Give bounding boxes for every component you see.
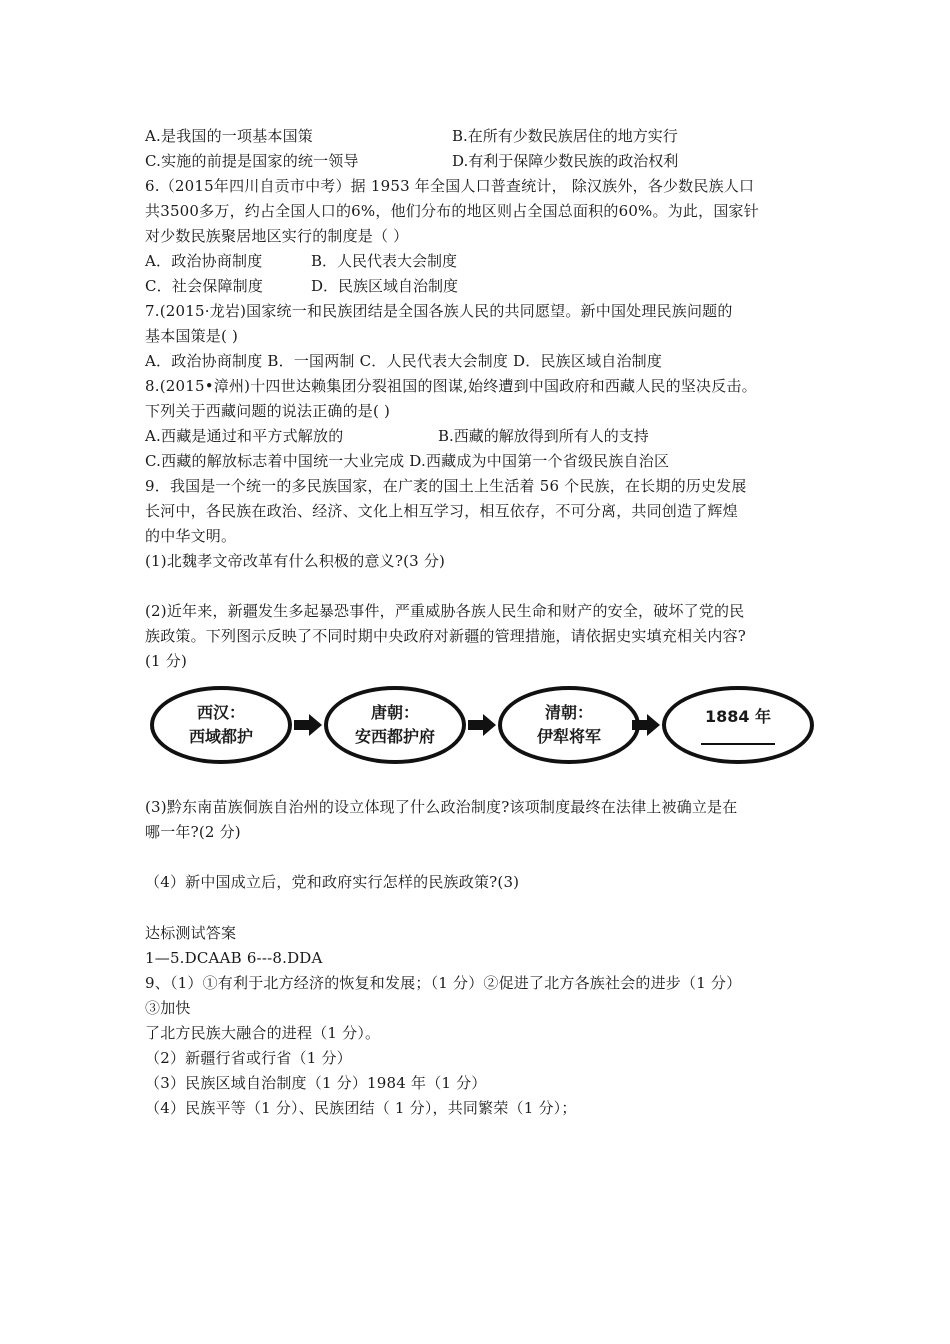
flow-node-label: 伊犁将军 bbox=[536, 727, 601, 746]
flow-node-label: 1884 年 bbox=[704, 707, 772, 726]
q9-sub2-line2: 族政策。下列图示反映了不同时期中央政府对新疆的管理措施，请依据史实填充相关内容? bbox=[145, 627, 747, 645]
q9-sub3-line2: 哪一年?(2 分) bbox=[145, 823, 241, 841]
q8-stem-line2: 下列关于西藏问题的说法正确的是( ) bbox=[145, 402, 391, 420]
q7-options: A．政治协商制度 B．一国两制 C．人民代表大会制度 D．民族区域自治制度 bbox=[145, 352, 663, 370]
q9-sub1: (1)北魏孝文帝改革有什么积极的意义?(3 分) bbox=[145, 552, 446, 570]
q6-stem-line3: 对少数民族聚居地区实行的制度是（ ） bbox=[145, 227, 409, 245]
flow-node-qing bbox=[498, 686, 640, 764]
flow-node-label: 安西都护府 bbox=[354, 727, 435, 746]
arrow-right-icon bbox=[294, 714, 322, 736]
arrow-right-icon bbox=[632, 714, 660, 736]
q7-stem-line2: 基本国策是( ) bbox=[145, 327, 239, 345]
q5-option-c: C.实施的前提是国家的统一领导 bbox=[145, 152, 359, 170]
q8-option-a: A.西藏是通过和平方式解放的 bbox=[145, 427, 344, 445]
q7-stem-line1: 7.(2015·龙岩)国家统一和民族团结是全国各族人民的共同愿望。新中国处理民族问题的 bbox=[145, 302, 733, 320]
q8-stem-line1: 8.(2015•漳州)十四世达赖集团分裂祖国的图谋,始终遭到中国政府和西藏人民的坚决反击。 bbox=[145, 377, 757, 395]
q5-option-a: A.是我国的一项基本国策 bbox=[145, 127, 314, 145]
xinjiang-admin-flow-diagram bbox=[148, 680, 778, 780]
flow-node-tang bbox=[324, 686, 466, 764]
q9-sub2-line3: (1 分) bbox=[145, 652, 188, 670]
q9-stem-line1: 9．我国是一个统一的多民族国家，在广袤的国土上生活着 56 个民族，在长期的历史发展 bbox=[145, 477, 747, 495]
q9-stem-line2: 长河中，各民族在政治、经济、文化上相互学习，相互依存，不可分离，共同创造了辉煌 bbox=[145, 502, 738, 520]
q9-sub4: （4）新中国成立后，党和政府实行怎样的民族政策?(3) bbox=[145, 873, 520, 891]
q6-option-a: A．政治协商制度 bbox=[145, 252, 263, 270]
q8-option-b: B.西藏的解放得到所有人的支持 bbox=[438, 427, 649, 445]
q9-sub2-line1: (2)近年来，新疆发生多起暴恐事件，严重威胁各族人民生命和财产的安全，破坏了党的民 bbox=[145, 602, 745, 620]
q6-option-c: C．社会保障制度 bbox=[145, 277, 264, 295]
answer-9-1-line3: 了北方民族大融合的进程（1 分）。 bbox=[145, 1024, 381, 1042]
q6-option-d: D．民族区域自治制度 bbox=[311, 277, 459, 295]
answer-9-2: （2）新疆行省或行省（1 分） bbox=[145, 1049, 352, 1067]
flow-node-western-han bbox=[150, 686, 292, 764]
q6-stem-line1: 6.（2015年四川自贡市中考）据 1953 年全国人口普查统计， 除汉族外，各少数民族人口 bbox=[145, 177, 755, 195]
answers-multiple-choice: 1—5.DCAAB 6---8.DDA bbox=[145, 949, 323, 967]
flow-node-label: 唐朝： bbox=[370, 703, 419, 722]
answer-9-3: （3）民族区域自治制度（1 分）1984 年（1 分） bbox=[145, 1074, 487, 1092]
q5-option-d: D.有利于保障少数民族的政治权利 bbox=[452, 152, 679, 170]
flow-node-label: 西域都护 bbox=[188, 727, 253, 746]
answer-9-4: （4）民族平等（1 分）、民族团结（ 1 分），共同繁荣（1 分）； bbox=[145, 1099, 577, 1117]
q9-stem-line3: 的中华文明。 bbox=[145, 527, 237, 545]
flow-node-1884 bbox=[662, 686, 814, 764]
q6-option-b: B．人民代表大会制度 bbox=[311, 252, 458, 270]
answer-9-1-line1: 9、（1）①有利于北方经济的恢复和发展；（1 分）②促进了北方各族社会的进步（1 分） bbox=[145, 974, 742, 992]
fill-in-blank[interactable] bbox=[701, 729, 775, 745]
flow-node-label: 西汉： bbox=[196, 703, 245, 722]
q6-stem-line2: 共3500多万，约占全国人口的6%，他们分布的地区则占全国总面积的60%。为此，国家针 bbox=[145, 202, 759, 220]
answer-9-1-line2: ③加快 bbox=[145, 999, 191, 1017]
q5-option-b: B.在所有少数民族居住的地方实行 bbox=[452, 127, 678, 145]
flow-node-label: 清朝： bbox=[544, 703, 593, 722]
q9-sub3-line1: (3)黔东南苗族侗族自治州的设立体现了什么政治制度?该项制度最终在法律上被确立是在 bbox=[145, 798, 738, 816]
q8-options-cd: C.西藏的解放标志着中国统一大业完成 D.西藏成为中国第一个省级民族自治区 bbox=[145, 452, 670, 470]
arrow-right-icon bbox=[468, 714, 496, 736]
answers-title: 达标测试答案 bbox=[145, 924, 237, 942]
